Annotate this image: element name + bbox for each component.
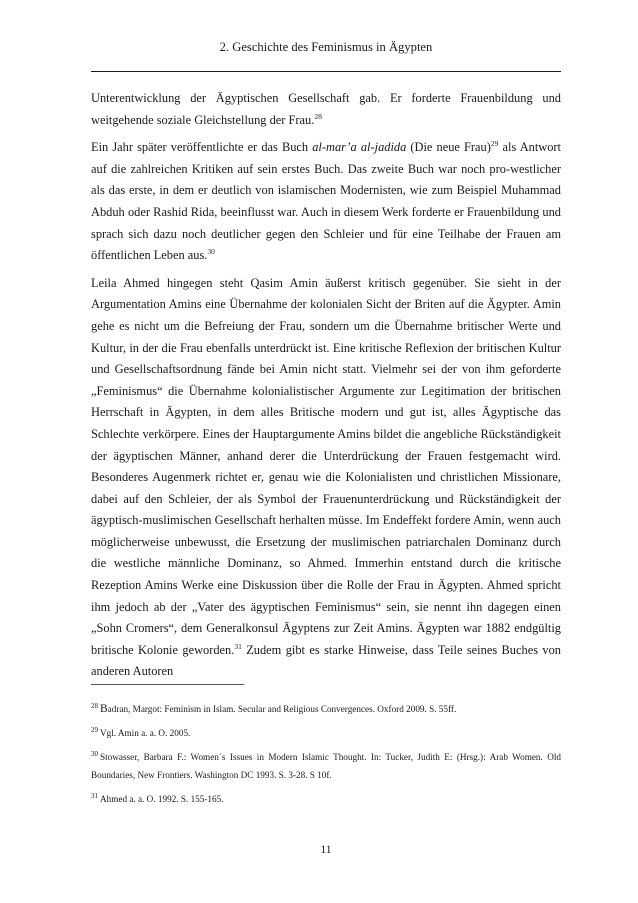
footnote-30 — [91, 748, 561, 784]
footnote-lead-letter: B — [100, 703, 108, 715]
body-text — [91, 88, 561, 689]
footnote-29 — [91, 724, 561, 742]
paragraph-3 — [91, 273, 561, 683]
footnote-text: adran, Margot: Feminism in Islam. Secular and Religious Convergences. Oxford 2009. S. 55ff. — [107, 704, 457, 714]
paragraph-2-text-start: Ein Jahr später veröffentlichte er das Buch — [91, 140, 313, 155]
page-number: 11 — [320, 844, 332, 856]
footnote-number: 31 — [91, 791, 98, 800]
footnote-31 — [91, 790, 561, 808]
footnote-number: 28 — [91, 701, 98, 710]
footnote-text: Ahmed a. a. O. 1992. S. 155-165. — [100, 794, 224, 804]
footnote-28 — [91, 700, 561, 718]
footnote-text: Vgl. Amin a. a. O. 2005. — [100, 728, 191, 738]
paragraph-1-text: Unterentwicklung der Ägyptischen Gesellschaft gab. Er forderte Frauenbildung und weitgehende soziale Gleichstellung der Frau. — [91, 91, 561, 127]
paragraph-1 — [91, 88, 561, 131]
paragraph-2 — [91, 137, 561, 267]
footnote-ref-30[interactable]: 30 — [207, 247, 215, 257]
footnote-ref-29[interactable]: 29 — [490, 139, 499, 149]
header-rule — [91, 71, 561, 72]
paragraph-3-text: Leila Ahmed hingegen steht Qasim Amin äußerst kritisch gegenüber. Sie sieht in der Argumentation Amins eine Übernahme der kolonialen Sicht der Briten auf die Ägypter. Amin gehe es nicht um die Befreiung der Frau, sondern um die Übernahme britischer Werte und Kultur, in der die Frau ebenfalls unterdrückt ist. Eine kritische Reflexion der britischen Kultur und Gesellschaftsordnung fände bei Amin nicht statt. Vielmehr sei der von ihm geforderte „Feminismus“ die Übernahme kolonialistischer Argumente zur Legitimation der britischen Herrschaft in Ägypten, in dem alles Britische modern und gut ist, alles Ägyptische das Schlechte verkörpere. Eines der Hauptargumente Amins bildet die angebliche Rückständigkeit der ägyptischen Männer, anhand derer die Unterdrückung der Frauen festgemacht wird. Besonderes Augenmerk richtet er, genau wie die Kolonialisten und christlichen Missionare, dabei auf den Schleier, der als Symbol der Frauenunterdrückung und Rückständigkeit der ägyptisch-muslimischen Gesellschaft herhalten müsse. Im Endeffekt fordere Amin, wenn auch möglicherweise unbewusst, die Ersetzung der muslimischen patriarchalen Dominanz durch die westliche männliche Dominanz, so Ahmed. Immerhin entstand durch die kritische Rezeption Amins Werke eine Diskussion über die Rolle der Frau in Ägypten. Ahmed spricht ihm jedoch ab der „Vater des ägyptischen Feminismus“ sein, sie nennt ihn dagegen einen „Sohn Cromers“, dem Generalkonsul Ägyptens zur Zeit Amins. Ägypten war 1882 endgültig britische Kolonie geworden. — [91, 275, 561, 657]
book-title: al-mar’a al-jadida — [312, 140, 407, 155]
footnote-number: 29 — [91, 725, 98, 734]
footnote-ref-28[interactable]: 28 — [314, 111, 322, 121]
paragraph-2-text-end: als Antwort auf die zahlreichen Kritiken auf sein erstes Buch. Das zweite Buch war noch pro-westlicher als das erste, in dem er deutlich von islamischen Modernisten, wie zum Beispiel Muhammad Abduh oder Rashid Rida, beeinflusst war. Auch in diesem Werk forderte er Frauenbildung und sprach sich dazu noch deutlicher gegen den Schleier und für eine Teilhabe der Frauen am öffentlichen Leben aus. — [91, 140, 561, 263]
footnotes — [91, 700, 561, 814]
footnote-ref-31[interactable]: 31 — [234, 641, 242, 651]
paragraph-3-text-end: Zudem gibt es starke Hinweise, dass Teile seines Buches von anderen Autoren — [91, 642, 561, 679]
running-header: 2. Geschichte des Feminismus in Ägypten — [219, 40, 433, 54]
paragraph-2-text-middle: (Die neue Frau) — [406, 140, 491, 155]
footnote-number: 30 — [91, 749, 98, 758]
footnote-separator — [91, 684, 244, 685]
footnote-text: Stowasser, Barbara F.: Women´s Issues in Modern Islamic Thought. In: Tucker, Judith E: (Hrsg.): Arab Women. Old Boundaries, New Frontiers. Washington DC 1993. S. 3-28. S 10f. — [91, 752, 561, 780]
